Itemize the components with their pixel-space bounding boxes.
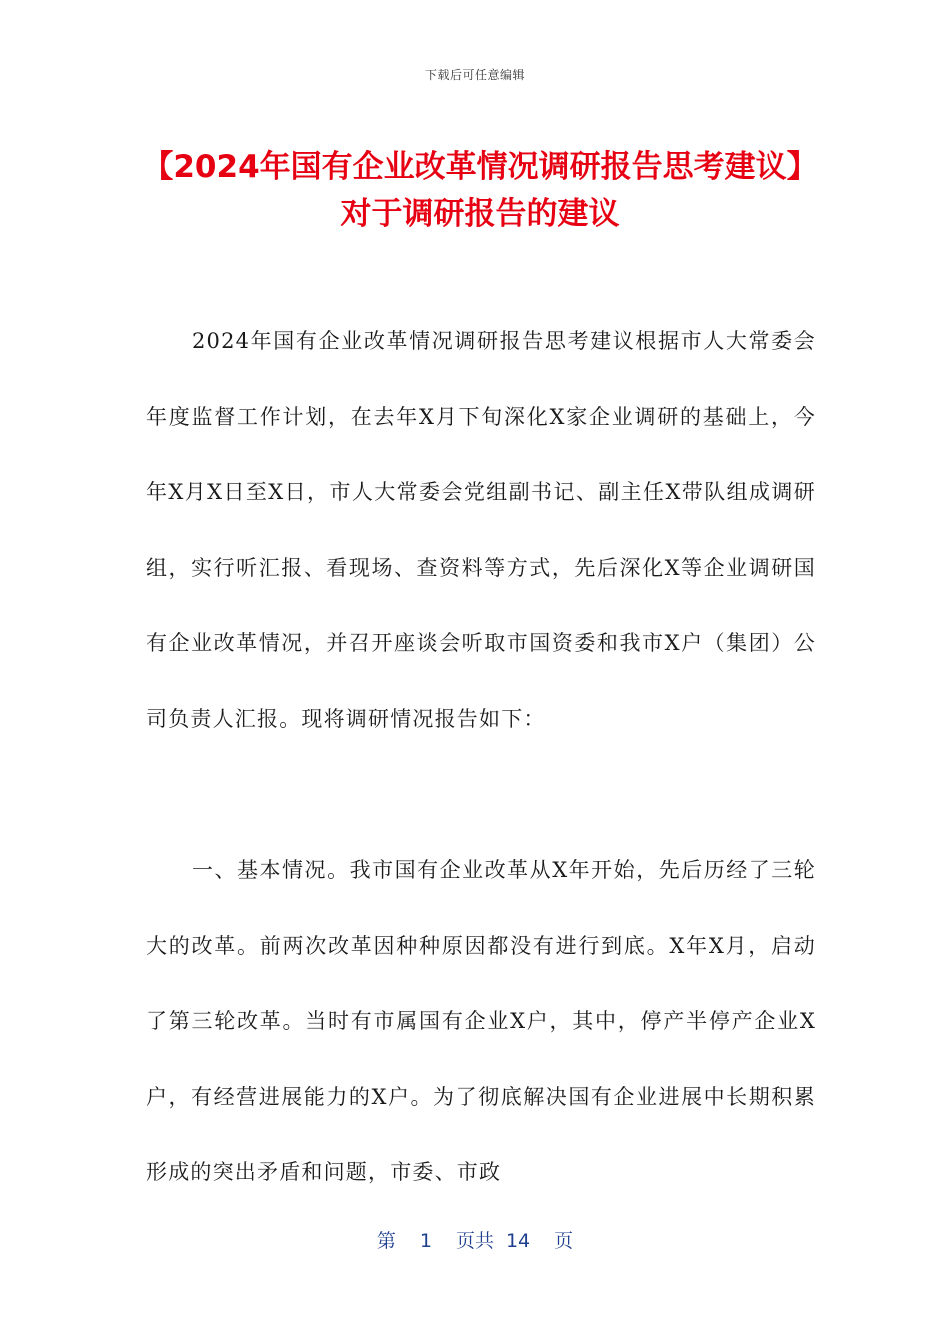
footer-total-pages: 14 [505, 1230, 531, 1252]
page-footer [0, 1226, 950, 1253]
paragraph-basic-situation: 一、基本情况。我市国有企业改革从X年开始，先后历经了三轮大的改革。前两次改革因种种原因都没有进行到底。X年X月，启动了第三轮改革。当时有市属国有企业X户，其中，停产半停产企业X户，有经营进展能力的X户。为了彻底解决国有企业进展中长期积累形成的突出矛盾和问题，市委、市政 [146, 858, 816, 1184]
header-note: 下载后可任意编辑 [424, 68, 525, 82]
paragraph-intro: 2024年国有企业改革情况调研报告思考建议根据市人大常委会年度监督工作计划，在去年X月下旬深化X家企业调研的基础上，今年X月X日至X日，市人大常委会党组副书记、副主任X带队组成调研组，实行听汇报、看现场、查资料等方式，先后深化X等企业调研国有企业改革情况，并召开座谈会听取市国资委和我市X户（集团）公司负责人汇报。现将调研情况报告如下： [146, 329, 816, 731]
footer-page-suffix: 页 [554, 1230, 574, 1252]
document-title: 【2024年国有企业改革情况调研报告思考建议】对于调研报告的建议 [142, 149, 818, 232]
footer-page-number: 1 [419, 1230, 432, 1252]
footer-page-prefix: 第 [376, 1230, 396, 1252]
footer-page-mid: 页共 [455, 1230, 494, 1252]
